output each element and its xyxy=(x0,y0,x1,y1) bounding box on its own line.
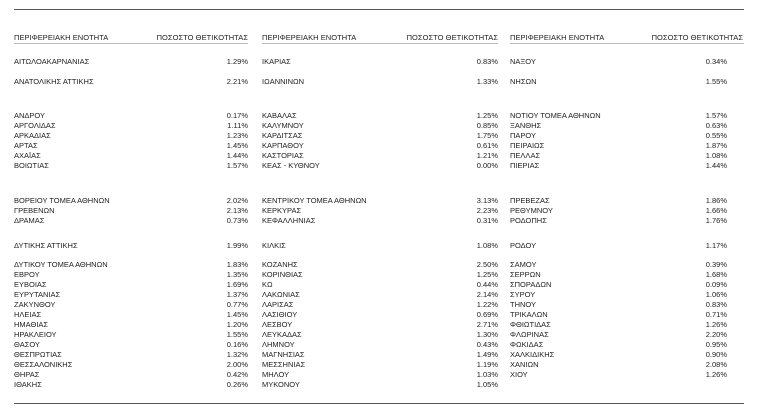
region-name: ΜΑΓΝΗΣΙΑΣ xyxy=(262,350,305,359)
positivity-value: 1.29% xyxy=(226,57,248,66)
positivity-value: 0.17% xyxy=(226,111,248,120)
region-name: ΛΕΥΚΑΔΑΣ xyxy=(262,330,302,339)
region-name: ΦΘΙΩΤΙΔΑΣ xyxy=(510,320,551,329)
header-region-col3: ΠΕΡΙΦΕΡΕΙΑΚΗ ΕΝΟΤΗΤΑ xyxy=(510,33,605,42)
region-name: ΘΑΣΟΥ xyxy=(14,340,40,349)
region-name: ΣΕΡΡΩΝ xyxy=(510,270,541,279)
region-name: ΚΑΡΠΑΘΟΥ xyxy=(262,141,304,150)
region-name: ΚΑΣΤΟΡΙΑΣ xyxy=(262,151,304,160)
region-name: ΑΡΓΟΛΙΔΑΣ xyxy=(14,121,56,130)
positivity-value: 2.71% xyxy=(476,320,498,329)
header-pct-col1: ΠΟΣΟΣΤΟ ΘΕΤΙΚΟΤΗΤΑΣ xyxy=(156,33,248,42)
positivity-value: 1.57% xyxy=(226,161,248,170)
positivity-value: 1.35% xyxy=(226,270,248,279)
positivity-value: 1.26% xyxy=(705,370,727,379)
region-name: ΠΕΛΛΑΣ xyxy=(510,151,541,160)
region-name: ΠΑΡΟΥ xyxy=(510,131,537,140)
region-name: ΙΘΑΚΗΣ xyxy=(14,380,42,389)
positivity-value: 1.05% xyxy=(476,380,498,389)
positivity-value: 0.26% xyxy=(226,380,248,389)
positivity-value: 0.85% xyxy=(476,121,498,130)
positivity-value: 1.37% xyxy=(226,290,248,299)
region-name: ΛΗΜΝΟΥ xyxy=(262,340,295,349)
region-name: ΕΥΡΥΤΑΝΙΑΣ xyxy=(14,290,61,299)
region-name: ΑΝΔΡΟΥ xyxy=(14,111,46,120)
positivity-value: 0.43% xyxy=(476,340,498,349)
positivity-value: 2.23% xyxy=(476,206,498,215)
header-pct-col2: ΠΟΣΟΣΤΟ ΘΕΤΙΚΟΤΗΤΑΣ xyxy=(406,33,498,42)
region-name: ΤΡΙΚΑΛΩΝ xyxy=(510,310,548,319)
positivity-value: 1.86% xyxy=(705,196,727,205)
positivity-value: 0.39% xyxy=(705,260,727,269)
positivity-value: 2.50% xyxy=(476,260,498,269)
region-name: ΠΡΕΒΕΖΑΣ xyxy=(510,196,550,205)
region-name: ΚΕΡΚΥΡΑΣ xyxy=(262,206,302,215)
positivity-value: 1.45% xyxy=(226,141,248,150)
region-name: ΚΕΑΣ - ΚΥΘΝΟΥ xyxy=(262,161,320,170)
bottom-rule xyxy=(14,403,744,404)
positivity-value: 1.57% xyxy=(705,111,727,120)
region-name: ΔΡΑΜΑΣ xyxy=(14,216,45,225)
positivity-value: 3.13% xyxy=(476,196,498,205)
positivity-value: 0.73% xyxy=(226,216,248,225)
positivity-value: 0.31% xyxy=(476,216,498,225)
positivity-value: 1.68% xyxy=(705,270,727,279)
positivity-value: 0.34% xyxy=(705,57,727,66)
region-name: ΝΟΤΙΟΥ ΤΟΜΕΑ ΑΘΗΝΩΝ xyxy=(510,111,601,120)
positivity-value: 0.83% xyxy=(705,300,727,309)
positivity-value: 1.08% xyxy=(476,241,498,250)
header-underline-col2 xyxy=(262,43,498,44)
positivity-value: 1.26% xyxy=(705,320,727,329)
positivity-value: 1.11% xyxy=(227,121,248,130)
positivity-value: 1.17% xyxy=(705,241,727,250)
region-name: ΛΑΣΙΘΙΟΥ xyxy=(262,310,298,319)
header-region-col1: ΠΕΡΙΦΕΡΕΙΑΚΗ ΕΝΟΤΗΤΑ xyxy=(14,33,109,42)
region-name: ΛΑΡΙΣΑΣ xyxy=(262,300,294,309)
region-name: ΧΑΝΙΩΝ xyxy=(510,360,539,369)
positivity-value: 1.49% xyxy=(476,350,498,359)
header-underline-col3 xyxy=(510,43,744,44)
positivity-value: 0.77% xyxy=(226,300,248,309)
region-name: ΚΑΒΑΛΑΣ xyxy=(262,111,297,120)
region-name: ΞΑΝΘΗΣ xyxy=(510,121,542,130)
region-name: ΘΕΣΣΑΛΟΝΙΚΗΣ xyxy=(14,360,73,369)
region-name: ΡΟΔΟΠΗΣ xyxy=(510,216,547,225)
positivity-value: 0.00% xyxy=(476,161,498,170)
region-name: ΠΙΕΡΙΑΣ xyxy=(510,161,540,170)
region-name: ΧΑΛΚΙΔΙΚΗΣ xyxy=(510,350,555,359)
positivity-value: 0.42% xyxy=(226,370,248,379)
region-name: ΚΟΖΑΝΗΣ xyxy=(262,260,298,269)
region-name: ΝΗΣΩΝ xyxy=(510,77,537,86)
positivity-value: 1.99% xyxy=(226,241,248,250)
region-name: ΗΛΕΙΑΣ xyxy=(14,310,42,319)
positivity-value: 1.23% xyxy=(226,131,248,140)
region-name: ΗΡΑΚΛΕΙΟΥ xyxy=(14,330,57,339)
region-name: ΕΒΡΟΥ xyxy=(14,270,40,279)
positivity-value: 1.22% xyxy=(476,300,498,309)
region-name: ΑΧΑΪΑΣ xyxy=(14,151,41,160)
region-name: ΛΕΣΒΟΥ xyxy=(262,320,293,329)
region-name: ΣΠΟΡΑΔΩΝ xyxy=(510,280,552,289)
positivity-value: 0.63% xyxy=(705,121,727,130)
positivity-value: 1.25% xyxy=(476,270,498,279)
positivity-value: 1.33% xyxy=(476,77,498,86)
positivity-value: 1.19% xyxy=(476,360,498,369)
region-name: ΑΙΤΩΛΟΑΚΑΡΝΑΝΙΑΣ xyxy=(14,57,90,66)
positivity-value: 2.02% xyxy=(226,196,248,205)
region-name: ΔΥΤΙΚΗΣ ΑΤΤΙΚΗΣ xyxy=(14,241,78,250)
region-name: ΒΟΙΩΤΙΑΣ xyxy=(14,161,49,170)
region-name: ΘΗΡΑΣ xyxy=(14,370,40,379)
region-name: ΦΩΚΙΔΑΣ xyxy=(510,340,544,349)
positivity-value: 1.32% xyxy=(226,350,248,359)
positivity-value: 1.87% xyxy=(705,141,727,150)
positivity-value: 0.44% xyxy=(476,280,498,289)
positivity-value: 1.44% xyxy=(226,151,248,160)
top-rule xyxy=(14,9,744,10)
positivity-value: 0.61% xyxy=(476,141,498,150)
region-name: ΑΡΚΑΔΙΑΣ xyxy=(14,131,51,140)
region-name: ΙΩΑΝΝΙΝΩΝ xyxy=(262,77,305,86)
region-name: ΚΟΡΙΝΘΙΑΣ xyxy=(262,270,303,279)
header-region-col2: ΠΕΡΙΦΕΡΕΙΑΚΗ ΕΝΟΤΗΤΑ xyxy=(262,33,357,42)
region-name: ΜΕΣΣΗΝΙΑΣ xyxy=(262,360,306,369)
positivity-value: 1.44% xyxy=(705,161,727,170)
region-name: ΜΥΚΟΝΟΥ xyxy=(262,380,300,389)
positivity-value: 1.03% xyxy=(476,370,498,379)
positivity-value: 1.21% xyxy=(476,151,498,160)
region-name: ΚΑΡΔΙΤΣΑΣ xyxy=(262,131,303,140)
region-name: ΕΥΒΟΙΑΣ xyxy=(14,280,47,289)
region-name: ΧΙΟΥ xyxy=(510,370,528,379)
positivity-value: 1.45% xyxy=(226,310,248,319)
region-name: ΛΑΚΩΝΙΑΣ xyxy=(262,290,300,299)
positivity-value: 1.69% xyxy=(226,280,248,289)
positivity-value: 2.08% xyxy=(705,360,727,369)
region-name: ΤΗΝΟΥ xyxy=(510,300,537,309)
region-name: ΗΜΑΘΙΑΣ xyxy=(14,320,49,329)
region-name: ΚΕΝΤΡΙΚΟΥ ΤΟΜΕΑ ΑΘΗΝΩΝ xyxy=(262,196,367,205)
positivity-value: 0.83% xyxy=(476,57,498,66)
positivity-value: 1.75% xyxy=(476,131,498,140)
positivity-value: 1.55% xyxy=(226,330,248,339)
positivity-value: 2.00% xyxy=(226,360,248,369)
header-underline-col1 xyxy=(14,43,248,44)
region-name: ΦΛΩΡΙΝΑΣ xyxy=(510,330,549,339)
region-name: ΖΑΚΥΝΘΟΥ xyxy=(14,300,56,309)
region-name: ΑΡΤΑΣ xyxy=(14,141,38,150)
positivity-value: 1.20% xyxy=(226,320,248,329)
region-name: ΚΑΛΥΜΝΟΥ xyxy=(262,121,304,130)
positivity-value: 1.83% xyxy=(226,260,248,269)
positivity-value: 0.95% xyxy=(705,340,727,349)
positivity-value: 1.25% xyxy=(476,111,498,120)
region-name: ΡΕΘΥΜΝΟΥ xyxy=(510,206,553,215)
positivity-value: 0.71% xyxy=(705,310,727,319)
positivity-value: 2.14% xyxy=(476,290,498,299)
region-name: ΣΑΜΟΥ xyxy=(510,260,537,269)
positivity-value: 1.76% xyxy=(705,216,727,225)
positivity-value: 0.90% xyxy=(705,350,727,359)
positivity-value: 0.16% xyxy=(226,340,248,349)
region-name: ΔΥΤΙΚΟΥ ΤΟΜΕΑ ΑΘΗΝΩΝ xyxy=(14,260,108,269)
region-name: ΚΙΛΚΙΣ xyxy=(262,241,286,250)
region-name: ΠΕΙΡΑΙΩΣ xyxy=(510,141,545,150)
positivity-value: 0.55% xyxy=(705,131,727,140)
positivity-value: 1.06% xyxy=(705,290,727,299)
region-name: ΓΡΕΒΕΝΩΝ xyxy=(14,206,55,215)
region-name: ΡΟΔΟΥ xyxy=(510,241,537,250)
positivity-value: 2.20% xyxy=(705,330,727,339)
positivity-value: 2.21% xyxy=(226,77,248,86)
positivity-value: 1.30% xyxy=(476,330,498,339)
positivity-value: 1.66% xyxy=(705,206,727,215)
region-name: ΚΕΦΑΛΛΗΝΙΑΣ xyxy=(262,216,316,225)
positivity-value: 2.13% xyxy=(226,206,248,215)
positivity-value: 1.55% xyxy=(705,77,727,86)
region-name: ΣΥΡΟΥ xyxy=(510,290,536,299)
region-name: ΙΚΑΡΙΑΣ xyxy=(262,57,291,66)
positivity-value: 0.69% xyxy=(476,310,498,319)
region-name: ΝΑΞΟΥ xyxy=(510,57,536,66)
region-name: ΘΕΣΠΡΩΤΙΑΣ xyxy=(14,350,62,359)
region-name: ΑΝΑΤΟΛΙΚΗΣ ΑΤΤΙΚΗΣ xyxy=(14,77,94,86)
positivity-value: 0.09% xyxy=(705,280,727,289)
region-name: ΜΗΛΟΥ xyxy=(262,370,290,379)
positivity-value: 1.08% xyxy=(705,151,727,160)
header-pct-col3: ΠΟΣΟΣΤΟ ΘΕΤΙΚΟΤΗΤΑΣ xyxy=(651,33,743,42)
region-name: ΒΟΡΕΙΟΥ ΤΟΜΕΑ ΑΘΗΝΩΝ xyxy=(14,196,110,205)
region-name: ΚΩ xyxy=(262,280,273,289)
